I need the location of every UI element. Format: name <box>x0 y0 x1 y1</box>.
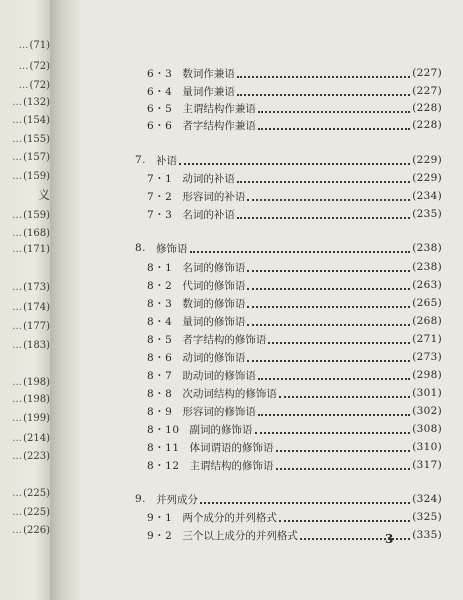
toc-title: 次动词结构的修饰语 <box>182 387 277 400</box>
toc-page: (227) <box>412 85 442 97</box>
toc-title: 三个以上成分的并列格式 <box>182 529 298 542</box>
toc-number: 8. <box>135 242 147 254</box>
toc-entry <box>147 259 442 275</box>
toc-number: 6・3 <box>147 67 173 80</box>
toc-entry <box>147 439 442 455</box>
dot-leader <box>247 287 410 290</box>
toc-page: (310) <box>412 441 442 453</box>
dot-leader <box>276 449 411 452</box>
toc-number: 7・3 <box>147 208 173 221</box>
toc-title: 主谓结构的修饰语 <box>189 459 274 472</box>
dot-leader <box>237 180 410 183</box>
toc-number: 8・9 <box>147 405 173 418</box>
toc-number: 8・3 <box>147 297 173 310</box>
toc-page: (229) <box>412 172 442 184</box>
dot-leader <box>247 198 410 201</box>
toc-page: (238) <box>412 261 442 273</box>
toc-title: 量词的修饰语 <box>182 315 246 328</box>
toc-number: 8・7 <box>147 369 173 382</box>
dot-leader <box>268 341 410 344</box>
dot-leader <box>255 431 411 434</box>
toc-number: 8・12 <box>147 459 180 472</box>
toc-number: 8・2 <box>147 279 173 292</box>
left-page-line: …(174) <box>12 302 50 313</box>
toc-number: 8・4 <box>147 315 173 328</box>
toc-page: (324) <box>412 493 442 505</box>
toc-number: 7・1 <box>147 172 173 185</box>
toc-number: 6・5 <box>147 102 173 115</box>
left-page <box>0 0 50 600</box>
dot-leader <box>276 467 411 470</box>
left-page-line: …(198) <box>12 394 50 405</box>
toc-section-heading <box>135 240 442 256</box>
toc-entry <box>147 385 442 401</box>
dot-leader <box>258 413 410 416</box>
dot-leader <box>300 537 410 540</box>
left-page-line: …(132) <box>12 97 50 108</box>
toc-entry <box>147 277 442 293</box>
dot-leader <box>237 93 410 96</box>
left-page-line: …(154) <box>12 115 50 126</box>
dot-leader <box>237 75 410 78</box>
toc-title: 动词的补语 <box>182 172 235 185</box>
toc-number: 8・11 <box>147 441 180 454</box>
toc-entry <box>147 83 442 99</box>
toc-page: (227) <box>412 67 442 79</box>
dot-leader <box>179 162 410 165</box>
toc-page: (298) <box>412 369 442 381</box>
left-page-line: …(157) <box>12 152 50 163</box>
toc-entry <box>147 295 442 311</box>
toc-page: (317) <box>412 459 442 471</box>
toc-section-heading <box>135 152 442 168</box>
toc-entry <box>147 367 442 383</box>
toc-entry <box>147 206 442 222</box>
toc-title: 副词的修饰语 <box>189 423 253 436</box>
toc-entry <box>147 117 442 133</box>
left-page-line: …(225) <box>12 488 50 499</box>
toc-entry <box>147 188 442 204</box>
toc-number: 8・1 <box>147 261 173 274</box>
dot-leader <box>258 110 410 113</box>
toc-title: 补语 <box>156 154 178 167</box>
dot-leader <box>190 250 411 253</box>
toc-page: (308) <box>412 423 442 435</box>
toc-title: 形容词的补语 <box>182 190 246 203</box>
dot-leader <box>258 377 410 380</box>
toc-title: 者字结构的修饰语 <box>182 333 267 346</box>
toc-entry <box>147 313 442 329</box>
left-page-line: …(155) <box>12 134 50 145</box>
left-page-line: …(183) <box>12 340 50 351</box>
toc-page: (268) <box>412 315 442 327</box>
toc-page: (273) <box>412 351 442 363</box>
toc-page: (301) <box>412 387 442 399</box>
toc-title: 形容词的修饰语 <box>182 405 256 418</box>
toc-title: 名词的修饰语 <box>182 261 246 274</box>
toc-title: 两个成分的并列格式 <box>182 511 277 524</box>
toc-number: 8・5 <box>147 333 173 346</box>
toc-title: 数词的修饰语 <box>182 297 246 310</box>
toc-entry <box>147 349 442 365</box>
toc-page: (228) <box>412 102 442 114</box>
dot-leader <box>279 395 410 398</box>
toc-number: 9・2 <box>147 529 173 542</box>
toc-number: 8・10 <box>147 423 180 436</box>
toc-number: 7・2 <box>147 190 173 203</box>
left-page-line: …(159) <box>12 171 50 182</box>
book-gutter <box>50 0 80 600</box>
left-page-line: …(173) <box>12 282 50 293</box>
toc-number: 7. <box>135 154 147 166</box>
left-page-line: …(171) <box>12 244 50 255</box>
toc-page: (302) <box>412 405 442 417</box>
toc-number: 9. <box>135 493 147 505</box>
left-page-line: …(177) <box>12 321 50 332</box>
left-page-line: …(198) <box>12 377 50 388</box>
toc-title: 主谓结构作兼语 <box>182 102 256 115</box>
left-page-line: …(168) <box>12 228 50 239</box>
toc-page: (325) <box>412 511 442 523</box>
toc-number: 8・6 <box>147 351 173 364</box>
toc-section-heading <box>135 491 442 507</box>
toc-entry <box>147 403 442 419</box>
toc-title: 并列成分 <box>156 493 199 506</box>
dot-leader <box>247 269 410 272</box>
left-page-line: …(226) <box>12 525 50 536</box>
toc-number: 9・1 <box>147 511 173 524</box>
toc-page: (271) <box>412 333 442 345</box>
toc-page: (263) <box>412 279 442 291</box>
toc-page: (265) <box>412 297 442 309</box>
toc-entry <box>147 65 442 81</box>
left-page-line: …(72) <box>18 80 50 91</box>
toc-entry <box>147 331 442 347</box>
left-page-line: …(199) <box>12 413 50 424</box>
toc-number: 6・4 <box>147 85 173 98</box>
toc-title: 修饰语 <box>156 242 188 255</box>
left-page-line: …(72) <box>18 61 50 72</box>
toc-number: 8・8 <box>147 387 173 400</box>
dot-leader <box>247 323 410 326</box>
left-page-line: …(71) <box>18 40 50 51</box>
left-page-line: 义 <box>37 188 50 202</box>
toc-entry <box>147 170 442 186</box>
dot-leader <box>237 216 410 219</box>
toc-number: 6・6 <box>147 119 173 132</box>
left-page-line: …(159) <box>12 210 50 221</box>
dot-leader <box>247 359 410 362</box>
toc-page: (335) <box>412 529 442 541</box>
toc-page: (228) <box>412 119 442 131</box>
toc-title: 数词作兼语 <box>182 67 235 80</box>
page-number: 3 <box>385 532 394 546</box>
toc-title: 体词谓语的修饰语 <box>189 441 274 454</box>
toc-title: 助动词的修饰语 <box>182 369 256 382</box>
toc-entry <box>147 421 442 437</box>
toc-title: 量词作兼语 <box>182 85 235 98</box>
toc-entry <box>147 509 442 525</box>
dot-leader <box>247 305 410 308</box>
toc-title: 代词的修饰语 <box>182 279 246 292</box>
left-page-line: …(214) <box>12 433 50 444</box>
dot-leader <box>200 501 410 504</box>
left-page-line: …(225) <box>12 507 50 518</box>
toc-title: 名词的补语 <box>182 208 235 221</box>
toc-page: (234) <box>412 190 442 202</box>
toc-title: 动词的修饰语 <box>182 351 246 364</box>
toc-page: (235) <box>412 208 442 220</box>
dot-leader <box>279 519 410 522</box>
toc-entry <box>147 457 442 473</box>
toc-entry <box>147 100 442 116</box>
dot-leader <box>258 127 410 130</box>
left-page-line: …(223) <box>12 451 50 462</box>
toc-entry <box>147 527 442 543</box>
toc-title: 者字结构作兼语 <box>182 119 256 132</box>
toc-page: (238) <box>412 242 442 254</box>
toc-page: (229) <box>412 154 442 166</box>
right-page <box>80 0 463 600</box>
